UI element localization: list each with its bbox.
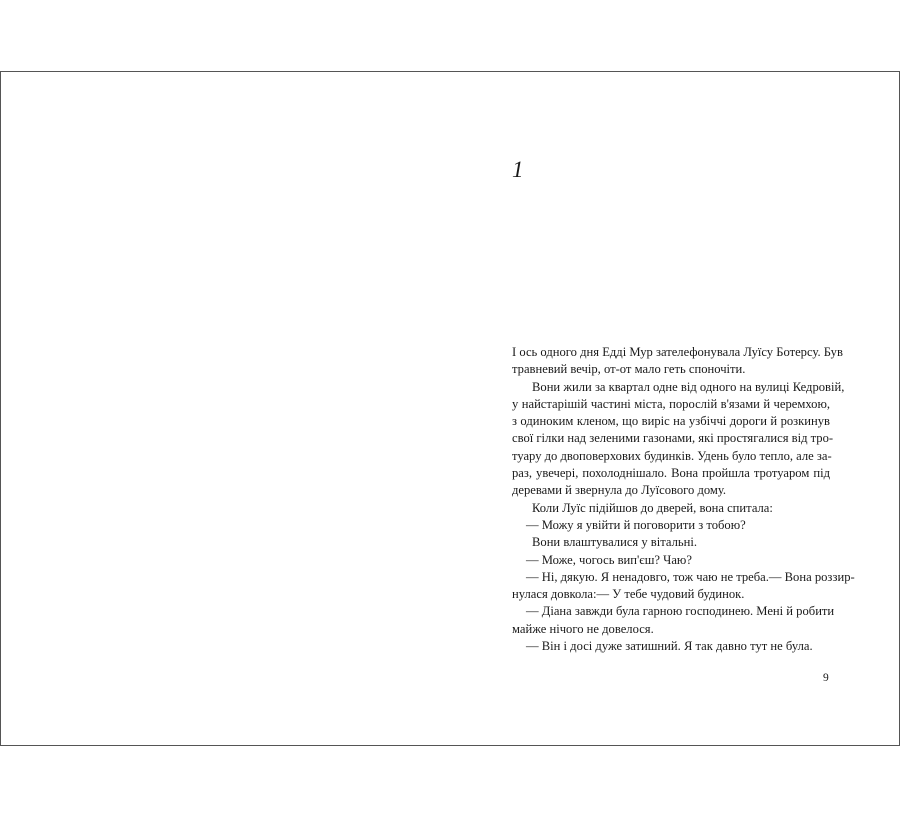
text-line: нулася довкола:— У тебе чудовий будинок. (512, 587, 745, 602)
text-line: травневий вечір, от-от мало геть споночіти. (512, 362, 746, 377)
chapter-number: 1 (512, 157, 524, 182)
text-line: — Він і досі дуже затишний. Я так давно тут не була. (526, 639, 813, 654)
text-line: майже нічого не довелося. (512, 621, 654, 636)
left-page (1, 72, 450, 745)
text-line: з одиноким кленом, що виріс на узбіччі дороги й розкинув (512, 414, 830, 429)
text-line: туару до двоповерхових будинків. Удень було тепло, але за- (512, 448, 832, 463)
text-line: деревами й звернула до Луїсового дому. (512, 483, 727, 498)
text-line: раз, увечері, похолоднішало. Вона пройшла тротуаром під (512, 466, 830, 481)
text-line: у найстарішій частині міста, порослій в'язами й черемхою, (512, 396, 830, 411)
book-spread (0, 71, 900, 746)
text-line: — Можу я увійти й поговорити з тобою? (526, 517, 746, 532)
text-line: Коли Луїс підійшов до дверей, вона спитала: (532, 500, 773, 515)
text-line: свої гілки над зеленими газонами, які простягалися від тро- (512, 431, 834, 446)
text-line: — Діана завжди була гарною господинею. Мені й робити (526, 604, 835, 619)
page-number: 9 (823, 672, 829, 684)
chapter-text (512, 344, 855, 655)
text-line: — Ні, дякую. Я ненадовго, тож чаю не треба.— Вона роззир- (526, 569, 855, 584)
text-line: Вони жили за квартал одне від одного на вулиці Кедровій, (532, 379, 845, 394)
text-line: І ось одного дня Едді Мур зателефонувала Луїсу Ботерсу. Був (512, 345, 843, 359)
right-page (450, 72, 899, 745)
text-line: Вони влаштувалися у вітальні. (532, 535, 698, 550)
text-line: — Може, чогось вип'єш? Чаю? (526, 552, 692, 567)
